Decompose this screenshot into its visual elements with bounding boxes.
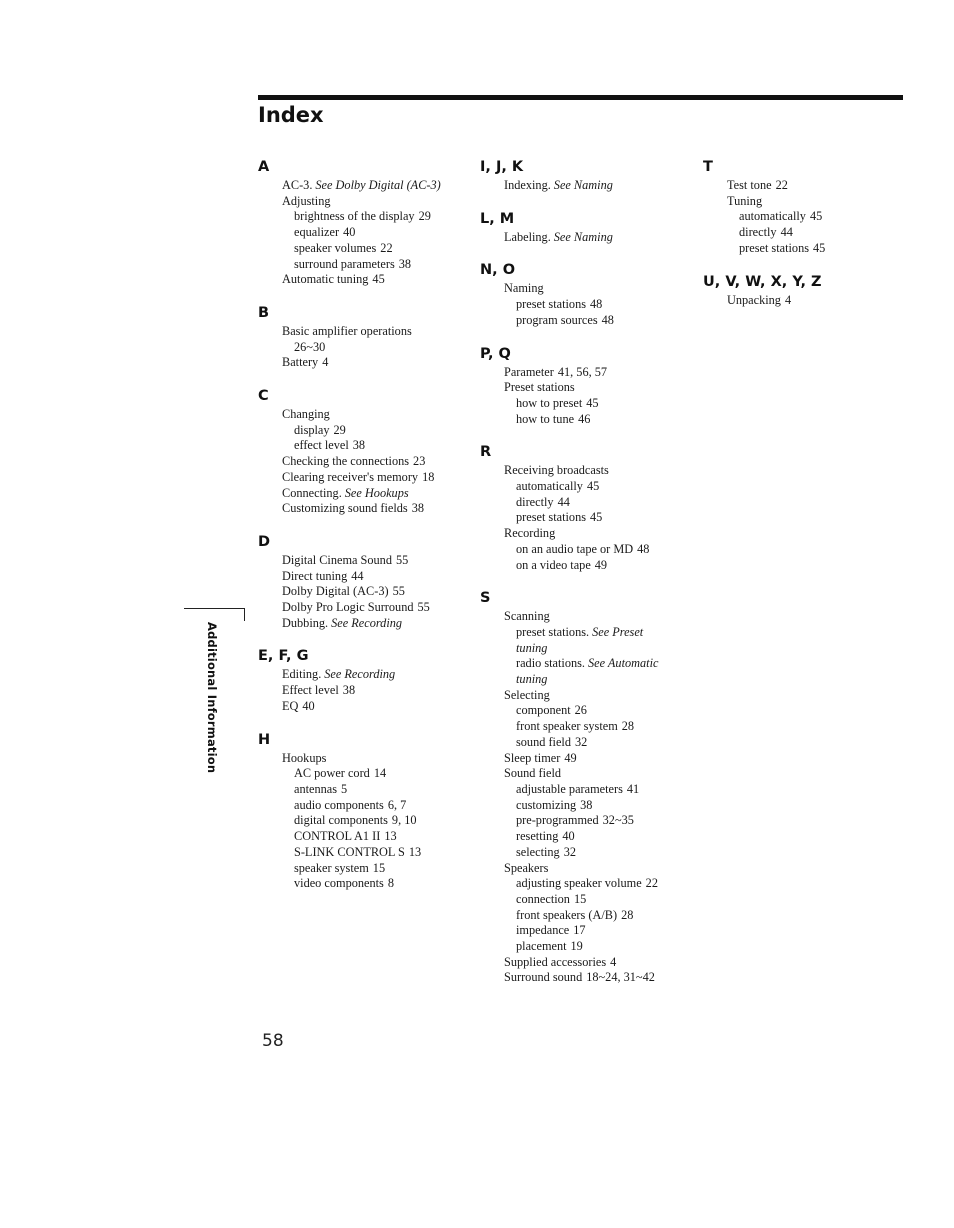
- index-entry: [727, 241, 913, 257]
- entry-pages: 38: [342, 683, 356, 698]
- entry-term: sound field: [516, 734, 571, 749]
- entry-term: surround parameters: [294, 256, 395, 271]
- entry-term: Digital Cinema Sound: [282, 552, 392, 567]
- entry-pages: 49: [594, 557, 608, 572]
- index-section: [258, 156, 468, 288]
- entry-list: [703, 293, 913, 309]
- index-entry: [282, 845, 468, 861]
- entry-term: Selecting: [504, 687, 550, 702]
- entry-term: component: [516, 703, 571, 718]
- entry-term: Automatic tuning: [282, 272, 369, 287]
- section-letter: I, J, K: [480, 159, 524, 175]
- entry-term: brightness of the display: [294, 209, 415, 224]
- entry-list: [258, 667, 468, 714]
- index-entry: [504, 412, 690, 428]
- entry-term: preset stations.: [516, 624, 590, 639]
- index-section: [258, 302, 468, 371]
- page-title: Index: [258, 103, 324, 127]
- index-entry: [504, 672, 690, 688]
- entry-pages: 55: [417, 600, 430, 615]
- entry-term: Battery: [282, 355, 319, 370]
- entry-term: selecting: [516, 844, 560, 859]
- index-section: [258, 645, 468, 714]
- index-entry: [504, 955, 690, 971]
- entry-pages: 15: [372, 860, 386, 875]
- entry-term: preset stations: [739, 240, 810, 255]
- index-entry: [504, 892, 690, 908]
- index-entry: [504, 479, 690, 495]
- entry-pages: 22: [645, 876, 658, 891]
- entry-term: Hookups: [282, 750, 327, 765]
- entry-list: [480, 365, 690, 428]
- entry-term: adjusting speaker volume: [516, 876, 642, 891]
- index-entry: [282, 454, 468, 470]
- index-entry: [504, 656, 690, 672]
- entry-list: [258, 178, 468, 288]
- index-section: [480, 208, 690, 246]
- entry-pages: 38: [398, 256, 412, 271]
- entry-pages: 15: [573, 891, 587, 906]
- index-entry: [282, 470, 468, 486]
- entry-pages: 38: [352, 438, 366, 453]
- index-entry: [504, 641, 690, 657]
- entry-term: Connecting.: [282, 485, 342, 500]
- entry-pages: 32: [563, 844, 577, 859]
- entry-pages: 5: [341, 781, 348, 796]
- title-rule: [258, 95, 903, 100]
- entry-term: effect level: [294, 438, 349, 453]
- entry-term: placement: [516, 939, 567, 954]
- entry-term: Recording: [504, 526, 556, 541]
- entry-term: automatically: [739, 209, 806, 224]
- section-letter: E, F, G: [258, 648, 309, 665]
- entry-term: Direct tuning: [282, 568, 348, 583]
- entry-term: tuning: [516, 672, 548, 687]
- entry-term: preset stations: [516, 510, 587, 525]
- entry-pages: 13: [384, 829, 397, 844]
- entry-pages: 26: [574, 703, 587, 718]
- entry-pages: 29: [418, 209, 431, 224]
- section-letter: A: [258, 159, 270, 175]
- index-entry: [504, 463, 690, 479]
- index-entry: [282, 876, 468, 892]
- entry-pages: 48: [601, 312, 614, 327]
- entry-see-reference: See Automatic: [588, 656, 659, 671]
- entry-pages: 32: [575, 734, 588, 749]
- entry-term: Checking the connections: [282, 454, 410, 469]
- index-section: [258, 729, 468, 892]
- index-entry: [282, 501, 468, 517]
- entry-term: pre-programmed: [516, 813, 599, 828]
- entry-term: Changing: [282, 407, 330, 422]
- index-entry: [282, 667, 468, 683]
- entry-pages: 45: [809, 209, 823, 224]
- index-column-2: [480, 156, 690, 1000]
- index-entry: [504, 625, 690, 641]
- entry-pages: 14: [373, 766, 387, 781]
- index-entry: [282, 355, 468, 371]
- entry-term: Naming: [504, 281, 544, 296]
- entry-term: Dolby Pro Logic Surround: [282, 600, 414, 615]
- entry-pages: 45: [586, 479, 600, 494]
- index-section: [480, 343, 690, 428]
- page-number: 58: [262, 1031, 284, 1051]
- entry-see-reference: See Hookups: [344, 485, 409, 500]
- section-letter: L, M: [480, 210, 515, 227]
- entry-term: connection: [516, 891, 570, 906]
- index-column-3: [703, 156, 913, 322]
- entry-term: antennas: [294, 781, 338, 796]
- index-entry: [282, 813, 468, 829]
- entry-pages: 28: [621, 907, 634, 922]
- entry-see-reference: See Naming: [553, 178, 613, 192]
- index-section: [480, 156, 690, 194]
- index-entry: [504, 845, 690, 861]
- index-section: [258, 385, 468, 517]
- index-section: [258, 531, 468, 632]
- index-entry: [504, 365, 690, 381]
- entry-pages: 44: [557, 494, 570, 509]
- entry-term: impedance: [516, 923, 570, 938]
- index-entry: [282, 553, 468, 569]
- entry-term: automatically: [516, 479, 583, 494]
- entry-term: Labeling.: [504, 229, 551, 244]
- index-entry: [282, 438, 468, 454]
- index-entry: [727, 225, 913, 241]
- entry-term: Receiving broadcasts: [504, 463, 609, 478]
- index-entry: [504, 281, 690, 297]
- index-section: [480, 587, 690, 986]
- index-entry: [504, 970, 690, 986]
- entry-term: speaker system: [294, 860, 369, 875]
- index-entry: [504, 609, 690, 625]
- index-entry: [504, 813, 690, 829]
- entry-term: Dubbing.: [282, 615, 329, 630]
- entry-term: speaker volumes: [294, 240, 377, 255]
- index-entry: [504, 798, 690, 814]
- index-entry: [504, 735, 690, 751]
- entry-term: Sound field: [504, 766, 562, 781]
- entry-list: [258, 324, 468, 371]
- index-entry: [504, 526, 690, 542]
- entry-term: S-LINK CONTROL S: [294, 844, 405, 859]
- index-entry: [504, 719, 690, 735]
- entry-pages: 13: [408, 844, 422, 859]
- section-letter: D: [258, 533, 271, 550]
- index-entry: [504, 313, 690, 329]
- entry-list: [703, 178, 913, 257]
- entry-term: radio stations.: [516, 656, 585, 671]
- entry-pages: 8: [387, 876, 394, 891]
- entry-term: on an audio tape or MD: [516, 541, 634, 556]
- entry-term: customizing: [516, 797, 577, 812]
- index-entry: [282, 798, 468, 814]
- index-entry: [282, 407, 468, 423]
- entry-term: AC power cord: [294, 766, 370, 781]
- index-entry: [282, 194, 468, 210]
- index-entry: [282, 699, 468, 715]
- entry-term: Surround sound: [504, 970, 583, 985]
- entry-term: on a video tape: [516, 557, 591, 572]
- entry-term: adjustable parameters: [516, 781, 623, 796]
- index-entry: [727, 194, 913, 210]
- section-letter: S: [480, 590, 491, 607]
- side-tab-marker: [184, 608, 245, 621]
- entry-pages: 49: [564, 750, 577, 765]
- index-entry: [282, 178, 468, 194]
- index-entry: [727, 209, 913, 225]
- entry-term: CONTROL A1 II: [294, 829, 381, 844]
- entry-list: [258, 407, 468, 517]
- entry-see-reference: See Preset: [592, 624, 644, 639]
- index-entry: [282, 569, 468, 585]
- entry-term: digital components: [294, 813, 388, 828]
- entry-term: video components: [294, 876, 384, 891]
- entry-pages: 48: [637, 541, 650, 556]
- entry-pages: 45: [372, 272, 385, 287]
- index-entry: [504, 766, 690, 782]
- entry-term: Customizing sound fields: [282, 501, 408, 516]
- index-entry: [504, 297, 690, 313]
- entry-term: resetting: [516, 829, 559, 844]
- entry-see-reference: See Recording: [331, 615, 403, 630]
- entry-list: [480, 609, 690, 986]
- section-letter: N, O: [480, 262, 516, 279]
- entry-pages: 40: [302, 698, 315, 713]
- index-entry: [504, 751, 690, 767]
- entry-pages: 38: [411, 501, 424, 516]
- entry-pages: 22: [775, 178, 788, 192]
- entry-term: 26~30: [294, 339, 326, 354]
- entry-pages: 28: [621, 719, 635, 734]
- entry-term: Indexing.: [504, 178, 551, 192]
- index-entry: [282, 683, 468, 699]
- index-entry: [504, 861, 690, 877]
- entry-term: Unpacking: [727, 292, 781, 307]
- entry-pages: 41: [626, 781, 640, 796]
- entry-pages: 45: [586, 395, 599, 410]
- index-entry: [282, 751, 468, 767]
- index-entry: [504, 782, 690, 798]
- index-entry: [504, 510, 690, 526]
- index-entry: [727, 293, 913, 309]
- index-section: [703, 156, 913, 257]
- entry-pages: 18: [422, 469, 435, 484]
- entry-pages: 48: [590, 297, 603, 312]
- index-entry: [504, 542, 690, 558]
- entry-list: [480, 230, 690, 246]
- entry-pages: 17: [573, 923, 586, 938]
- entry-see-reference: See Naming: [553, 229, 613, 244]
- entry-pages: 19: [570, 939, 583, 954]
- section-letter: P, Q: [480, 345, 511, 362]
- entry-term: audio components: [294, 797, 384, 812]
- entry-pages: 46: [578, 411, 591, 426]
- entry-pages: 40: [562, 829, 575, 844]
- entry-pages: 6, 7: [387, 797, 407, 812]
- entry-term: Supplied accessories: [504, 954, 607, 969]
- entry-term: Scanning: [504, 609, 550, 624]
- entry-term: preset stations: [516, 297, 587, 312]
- index-section: [480, 441, 690, 573]
- index-entry: [727, 178, 913, 194]
- entry-term: Tuning: [727, 193, 763, 208]
- entry-term: EQ: [282, 698, 299, 713]
- entry-term: Test tone: [727, 178, 772, 192]
- entry-pages: 44: [351, 568, 364, 583]
- entry-pages: 40: [343, 225, 356, 240]
- entry-see-reference: See Recording: [324, 667, 396, 682]
- entry-pages: 41, 56, 57: [557, 364, 608, 379]
- index-entry: [282, 584, 468, 600]
- entry-pages: 38: [580, 797, 593, 812]
- entry-pages: 4: [610, 954, 617, 969]
- side-tab-label: Additional Information: [205, 622, 219, 774]
- entry-term: Speakers: [504, 860, 549, 875]
- section-letter: B: [258, 304, 270, 321]
- entry-list: [258, 751, 468, 892]
- entry-term: Parameter: [504, 364, 554, 379]
- index-entry: [282, 225, 468, 241]
- index-entry: [282, 616, 468, 632]
- entry-term: display: [294, 422, 330, 437]
- entry-pages: 29: [333, 422, 346, 437]
- entry-term: Adjusting: [282, 193, 331, 208]
- index-entry: [282, 209, 468, 225]
- entry-pages: 44: [780, 225, 793, 240]
- entry-term: front speaker system: [516, 719, 618, 734]
- index-entry: [504, 688, 690, 704]
- entry-pages: 23: [413, 454, 426, 469]
- entry-term: directly: [516, 494, 554, 509]
- entry-pages: 18~24, 31~42: [586, 970, 655, 985]
- entry-term: front speakers (A/B): [516, 907, 618, 922]
- index-entry: [282, 324, 468, 340]
- index-section: [703, 271, 913, 309]
- entry-term: Editing.: [282, 667, 322, 682]
- entry-pages: 22: [380, 240, 393, 255]
- entry-pages: 32~35: [602, 813, 634, 828]
- index-entry: [504, 495, 690, 511]
- section-letter: R: [480, 444, 492, 461]
- entry-list: [480, 281, 690, 328]
- index-entry: [282, 272, 468, 288]
- index-entry: [504, 923, 690, 939]
- index-entry: [504, 703, 690, 719]
- index-entry: [504, 876, 690, 892]
- index-entry: [504, 230, 690, 246]
- entry-term: how to preset: [516, 395, 583, 410]
- entry-list: [480, 463, 690, 573]
- index-entry: [282, 782, 468, 798]
- section-letter: H: [258, 731, 271, 748]
- index-entry: [504, 396, 690, 412]
- entry-pages: 45: [590, 510, 603, 525]
- section-letter: C: [258, 388, 269, 405]
- index-entry: [282, 241, 468, 257]
- entry-term: Effect level: [282, 683, 339, 698]
- index-entry: [504, 380, 690, 396]
- index-entry: [282, 257, 468, 273]
- entry-pages: 9, 10: [391, 813, 417, 828]
- entry-term: how to tune: [516, 411, 575, 426]
- index-entry: [282, 766, 468, 782]
- index-entry: [504, 908, 690, 924]
- index-section: [480, 259, 690, 328]
- entry-term: Dolby Digital (AC-3): [282, 584, 389, 599]
- entry-term: directly: [739, 225, 777, 240]
- index-entry: [504, 558, 690, 574]
- entry-see-reference: See Dolby Digital (AC-3): [315, 178, 441, 192]
- entry-term: Sleep timer: [504, 750, 561, 765]
- entry-pages: 55: [395, 552, 409, 567]
- entry-pages: 4: [784, 292, 792, 307]
- entry-pages: 45: [813, 240, 826, 255]
- index-entry: [504, 829, 690, 845]
- section-letter: U, V, W, X, Y, Z: [703, 273, 822, 290]
- entry-term: program sources: [516, 312, 598, 327]
- entry-term: Clearing receiver's memory: [282, 469, 419, 484]
- index-entry: [282, 600, 468, 616]
- entry-pages: 55: [392, 584, 405, 599]
- index-entry: [282, 423, 468, 439]
- entry-term: tuning: [516, 640, 548, 655]
- index-entry: [282, 861, 468, 877]
- entry-list: [258, 553, 468, 632]
- entry-term: AC-3.: [282, 178, 313, 192]
- index-entry: [282, 340, 468, 356]
- entry-term: Basic amplifier operations: [282, 323, 412, 338]
- entry-pages: 4: [322, 355, 329, 370]
- index-entry: [504, 178, 690, 194]
- entry-term: equalizer: [294, 225, 340, 240]
- section-letter: T: [703, 159, 713, 175]
- index-entry: [282, 829, 468, 845]
- index-entry: [504, 939, 690, 955]
- entry-list: [480, 178, 690, 194]
- index-column-1: [258, 156, 468, 906]
- index-entry: [282, 486, 468, 502]
- entry-term: Preset stations: [504, 380, 575, 395]
